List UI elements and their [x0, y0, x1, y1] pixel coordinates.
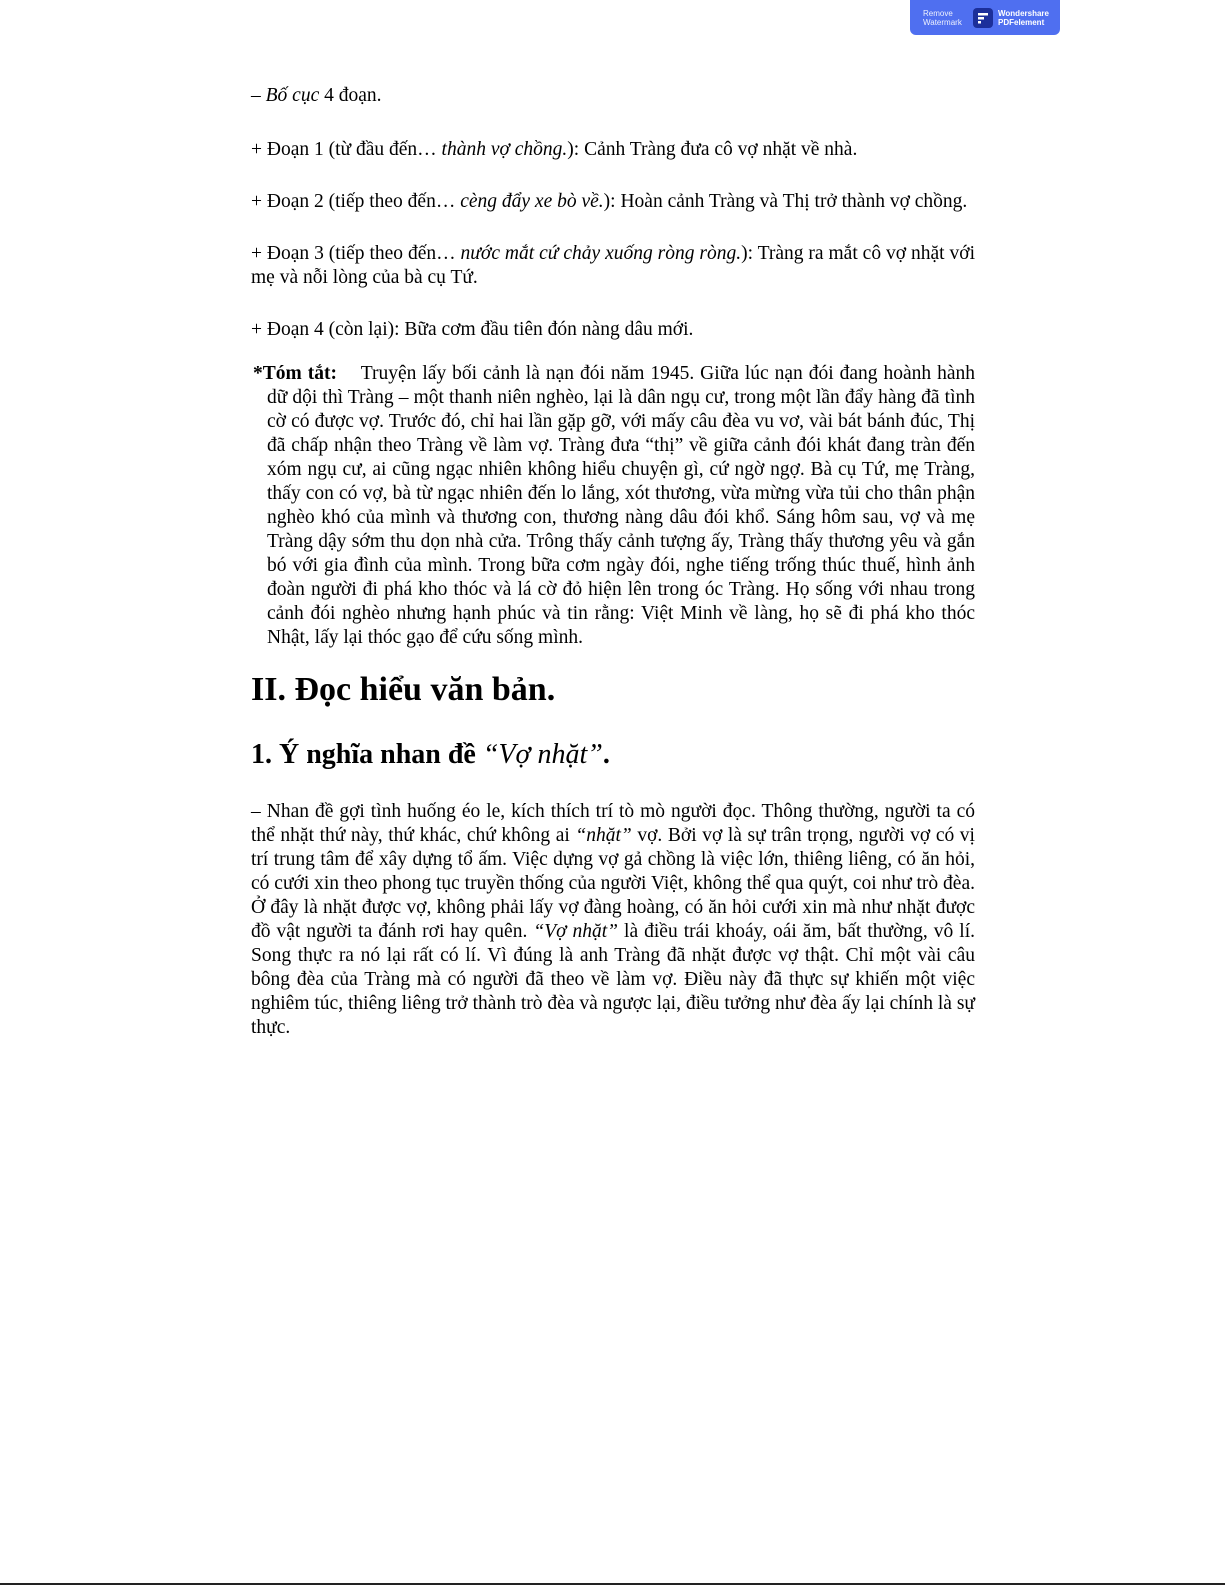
watermark-badge[interactable]: [910, 0, 1060, 35]
doan-2: + Đoạn 2 (tiếp theo đến… cèng đẩy xe bò về.): Hoàn cảnh Tràng và Thị trở thành vợ chồng.: [251, 191, 968, 212]
tom-tat-label: *Tóm tắt:: [253, 363, 337, 384]
remove-watermark-label[interactable]: Remove Watermark: [923, 8, 962, 27]
doan-1: + Đoạn 1 (từ đầu đến… thành vợ chồng.): Cảnh Tràng đưa cô vợ nhặt về nhà.: [251, 139, 858, 160]
tom-tat-text: Truyện lấy bối cảnh là nạn đói năm 1945. Giữa lúc nạn đói đang hoành hành dữ dội thì Tràng – một thanh niên nghèo, lại là dân ngụ cư, trong một lần đẩy hàng đã tình cờ có được vợ. Trước đó, chỉ hai lần gặp gỡ, với mấy câu đèa vu vơ, vài bát bánh đúc, Thị đã chấp nhận theo Tràng về làm vợ. Tràng đưa “thị” về giữa cảnh đói khát đang tràn đến xóm ngụ cư, ai cũng ngạc nhiên không hiểu chuyện gì, cứ ngờ ngợ. Bà cụ Tứ, mẹ Tràng, thấy con có vợ, bà từ ngạc nhiên đến lo lắng, xót thương, vừa mừng vừa tủi cho thân phận nghèo khó của mình và thương con, thương nàng dâu đói khổ. Sáng hôm sau, vợ và mẹ Tràng dậy sớm thu dọn nhà cửa. Trông thấy cảnh tượng ấy, Tràng thấy thương yêu và gắn bó với gia đình của mình. Trong bữa cơm ngày đói, nghe tiếng trống thúc thuế, hình ảnh đoàn người đi phá kho thóc và lá cờ đỏ hiện lên trong óc Tràng. Họ sống với nhau trong cảnh đói nghèo nhưng hạnh phúc và tin rằng: Việt Minh về làng, họ sẽ đi phá kho thóc Nhật, lấy lại thóc gạo để cứu sống mình.: [267, 363, 976, 648]
bo-cuc-line: – Bố cục 4 đoạn.: [251, 85, 382, 106]
sub-heading: 1. Ý nghĩa nhan đề “Vợ nhặt”.: [251, 739, 610, 770]
tom-tat-paragraph: [251, 362, 975, 650]
pdfelement-logo-icon: [973, 8, 993, 28]
brand-label: Wondershare PDFelement: [998, 8, 1049, 27]
nhan-de-paragraph: – Nhan đề gợi tình huống éo le, kích thích trí tò mò người đọc. Thông thường, người ta có thể nhặt thứ này, thứ khác, chứ không ai “nhặt” vợ. Bởi vợ là sự trân trọng, người vợ có vị trí trung tâm để xây dựng tổ ấm. Việc dựng vợ gả chồng là việc lớn, thiêng liêng, có ăn hỏi, có cưới xin theo phong tục truyền thống của người Việt, không thể qua quýt, coi như trò đèa. Ở đây là nhặt được vợ, không phải lấy vợ đàng hoàng, có ăn hỏi cưới xin mà như nhặt được đồ vật người ta đánh rơi hay quên. “Vợ nhặt” là điều trái khoáy, oái ăm, bất thường, vô lí. Song thực ra nó lại rất có lí. Vì đúng là anh Tràng đã nhặt được vợ thật. Chỉ một vài câu bông đèa của Tràng mà có người đã theo về làm vợ. Điều này đã thực sự khiến một việc nghiêm túc, thiêng liêng trở thành trò đèa và ngược lại, điều tưởng như đèa ấy lại chính là sự thực.: [251, 801, 975, 1038]
section-heading: II. Đọc hiểu văn bản.: [251, 671, 556, 708]
doan-4: + Đoạn 4 (còn lại): Bữa cơm đầu tiên đón nàng dâu mới.: [251, 319, 694, 340]
doan-3: + Đoạn 3 (tiếp theo đến… nước mắt cứ chảy xuống ròng ròng.): Tràng ra mắt cô vợ nhặt với mẹ và nỗi lòng của bà cụ Tứ.: [251, 243, 975, 288]
document-page: [251, 84, 975, 1040]
